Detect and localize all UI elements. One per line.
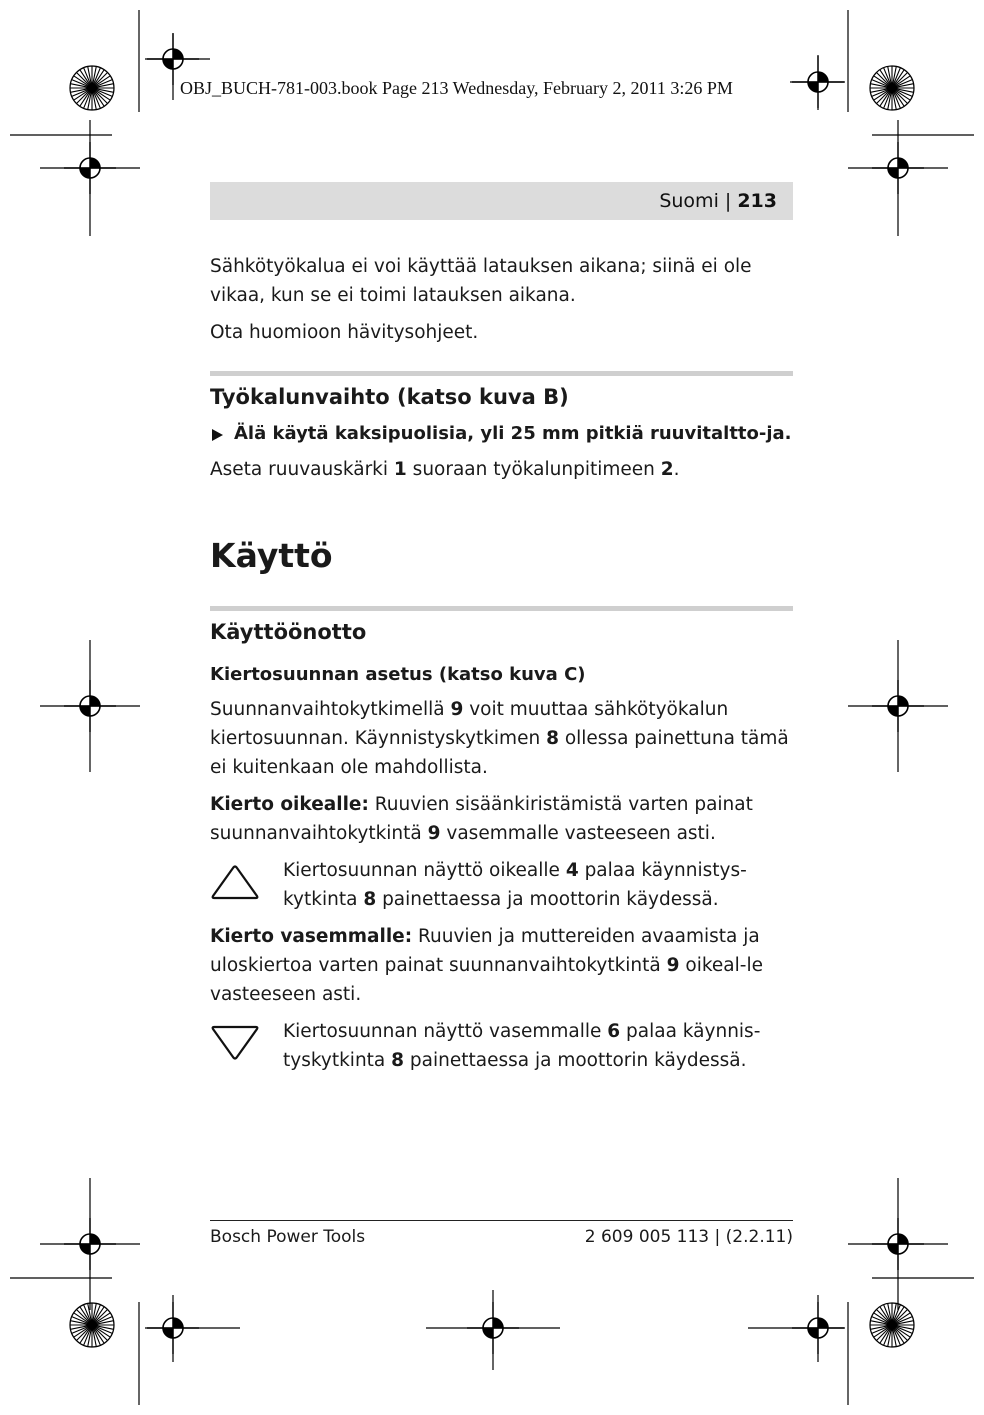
part-number: 9 [427, 823, 441, 844]
page-number: 213 [737, 190, 777, 212]
direction-paragraph [210, 695, 793, 782]
warning-text: Älä käytä kaksipuolisia, yli 25 mm pitkiä ruuvitaltto-ja. [234, 423, 792, 444]
tool-change-heading: Työkalunvaihto (katso kuva B) [210, 385, 569, 409]
left-rotation-paragraph [210, 922, 793, 1009]
intro-paragraph: Sähkötyökalua ei voi käyttää latauksen aikana; siinä ei ole vikaa, kun se ei toimi latauksen aikana. [210, 256, 752, 306]
star-target-icon [870, 66, 914, 110]
arrow-up-indicator-icon [209, 862, 261, 902]
section-rule [210, 371, 793, 376]
text-run: voit muuttaa sähkötyökalun kiertosuunnan. Käynnistyskytkimen [210, 699, 729, 749]
footer-rule [210, 1220, 793, 1221]
footer-doc-number: 2 609 005 113 | (2.2.11) [584, 1227, 793, 1247]
header-text [659, 190, 777, 212]
text-run: Suunnanvaihtokytkimellä [210, 699, 451, 720]
text-run: Aseta ruuvauskärki [210, 459, 394, 480]
star-target-icon [70, 1303, 114, 1347]
text-run: suoraan työkalunpitimeen [406, 459, 661, 480]
bullet-triangle-icon [212, 429, 223, 441]
star-target-icon [870, 1303, 914, 1347]
part-number: 9 [666, 955, 680, 976]
slug-line: OBJ_BUCH-781-003.book Page 213 Wednesday, February 2, 2011 3:26 PM [180, 78, 733, 98]
header-separator: | [718, 190, 738, 212]
text-run: palaa käynnistys-kytkinta [283, 860, 747, 910]
direction-subheading: Kiertosuunnan asetus (katso kuva C) [210, 664, 586, 685]
left-indicator-row [210, 1017, 793, 1075]
right-rotation-label: Kierto oikealle: [210, 794, 369, 815]
right-rotation-paragraph [210, 790, 793, 848]
part-number: 4 [565, 860, 579, 881]
part-number: 6 [607, 1021, 621, 1042]
warning-bullet [210, 420, 793, 447]
footer-brand: Bosch Power Tools [210, 1227, 366, 1247]
star-target-icon [70, 66, 114, 110]
text-run: Kiertosuunnan näyttö vasemmalle [283, 1021, 608, 1042]
part-number: 2 [660, 459, 674, 480]
part-number: 1 [393, 459, 407, 480]
part-number: 8 [363, 889, 377, 910]
text-run: painettaessa ja moottorin käydessä. [376, 889, 719, 910]
text-run: ollessa painettuna tämä ei kuitenkaan ole mahdollista. [210, 728, 789, 778]
running-header [210, 182, 793, 220]
text-run: . [673, 459, 680, 480]
page-content [210, 252, 793, 1083]
part-number: 9 [450, 699, 464, 720]
text-run: vasemmalle vasteeseen asti. [440, 823, 716, 844]
disposal-note: Ota huomioon hävitysohjeet. [210, 322, 479, 343]
text-run: Ruuvien ja muttereiden avaamista ja uloskiertoa varten painat suunnanvaihtokytkintä [210, 926, 760, 976]
text-run: Ruuvien sisäänkiristämistä varten painat suunnanvaihtokytkintä [210, 794, 753, 844]
arrow-down-indicator-icon [209, 1023, 261, 1063]
text-run: painettaessa ja moottorin käydessä. [404, 1050, 747, 1071]
left-rotation-label: Kierto vasemmalle: [210, 926, 413, 947]
text-run: palaa käynnis-tyskytkinta [283, 1021, 761, 1071]
tool-change-instruction [210, 455, 793, 484]
part-number: 8 [546, 728, 559, 749]
chapter-title: Käyttö [210, 536, 333, 575]
header-section: Suomi [659, 190, 719, 212]
text-run: Kiertosuunnan näyttö oikealle [283, 860, 566, 881]
startup-heading: Käyttöönotto [210, 620, 367, 644]
section-rule [210, 606, 793, 611]
right-indicator-row [210, 856, 793, 914]
text-run: oikeal-le vasteeseen asti. [210, 955, 763, 1005]
part-number: 8 [391, 1050, 405, 1071]
